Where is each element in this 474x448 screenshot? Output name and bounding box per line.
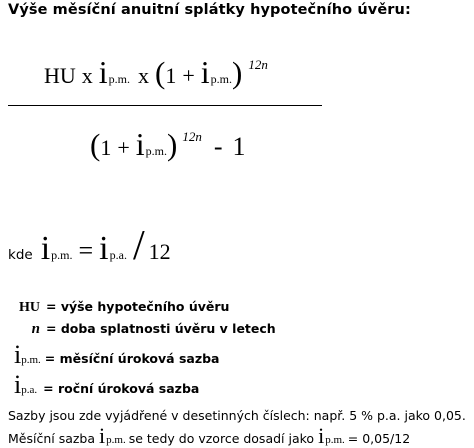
monthly-rate-definition (8, 225, 171, 267)
number-one: 1 (232, 132, 246, 161)
note-text: Měsíční sazba (8, 431, 96, 446)
open-paren: ( (90, 127, 101, 162)
number-one: 1 (100, 135, 112, 160)
hu-symbol: HU (19, 300, 40, 315)
close-paren: ) (232, 55, 243, 90)
interest-subscript: p.m. (106, 434, 126, 446)
n-symbol: n (31, 321, 40, 337)
interest-symbol: i (200, 54, 210, 90)
interest-subscript: p.m. (51, 248, 73, 262)
kde-label: kde (8, 247, 33, 263)
number-one: 1 (165, 63, 177, 88)
interest-symbol: i (14, 370, 22, 399)
interest-symbol: i (40, 230, 51, 267)
minus-sign: - (213, 132, 223, 161)
legend-item (14, 370, 200, 399)
plus-sign: + (182, 63, 195, 88)
fraction-bar (8, 105, 322, 106)
interest-subscript: p.m. (210, 72, 232, 86)
interest-subscript: p.a. (109, 248, 127, 262)
close-paren: ) (166, 127, 178, 162)
divisor-number: 12 (148, 239, 171, 264)
note-line-1: Sazby jsou zde vyjádřené v desetinných číslech: např. 5 % p.a. jako 0,05. (8, 408, 466, 423)
times-sign: x (138, 63, 150, 88)
interest-subscript: p.a. (21, 384, 38, 396)
legend-text: = výše hypotečního úvěru (46, 299, 230, 314)
interest-symbol: i (99, 230, 109, 267)
formula-numerator (44, 56, 268, 96)
legend-item (14, 340, 220, 369)
legend-item (0, 320, 276, 342)
interest-symbol: i (318, 423, 325, 448)
legend-item (0, 298, 229, 320)
hu-symbol: HU (44, 63, 76, 88)
interest-symbol: i (99, 423, 106, 448)
interest-subscript: p.m. (108, 72, 131, 86)
exponent: 12n (248, 57, 268, 72)
equals-sign: = (78, 236, 94, 265)
interest-symbol: i (98, 54, 108, 90)
interest-symbol: i (135, 126, 145, 162)
open-paren: ( (155, 55, 166, 90)
interest-symbol: i (14, 340, 22, 369)
interest-subscript: p.m. (145, 144, 167, 158)
interest-subscript: p.m. (325, 434, 345, 446)
legend-text: = měsíční úroková sazba (44, 351, 220, 366)
plus-sign: + (117, 135, 130, 160)
legend-text: = doba splatnosti úvěru v letech (46, 321, 276, 336)
interest-subscript: p.m. (21, 354, 41, 366)
note-text: = 0,05/12 (347, 431, 411, 446)
page-heading: Výše měsíční anuitní splátky hypotečního úvěru: (8, 2, 411, 18)
legend-text: = roční úroková sazba (43, 381, 200, 396)
times-sign: x (81, 63, 93, 88)
division-slash: / (132, 223, 145, 269)
note-text: se tedy do vzorce dosadí jako (128, 431, 315, 446)
formula-denominator (90, 128, 245, 168)
exponent: 12n (182, 129, 202, 144)
note-line-2 (8, 425, 410, 447)
